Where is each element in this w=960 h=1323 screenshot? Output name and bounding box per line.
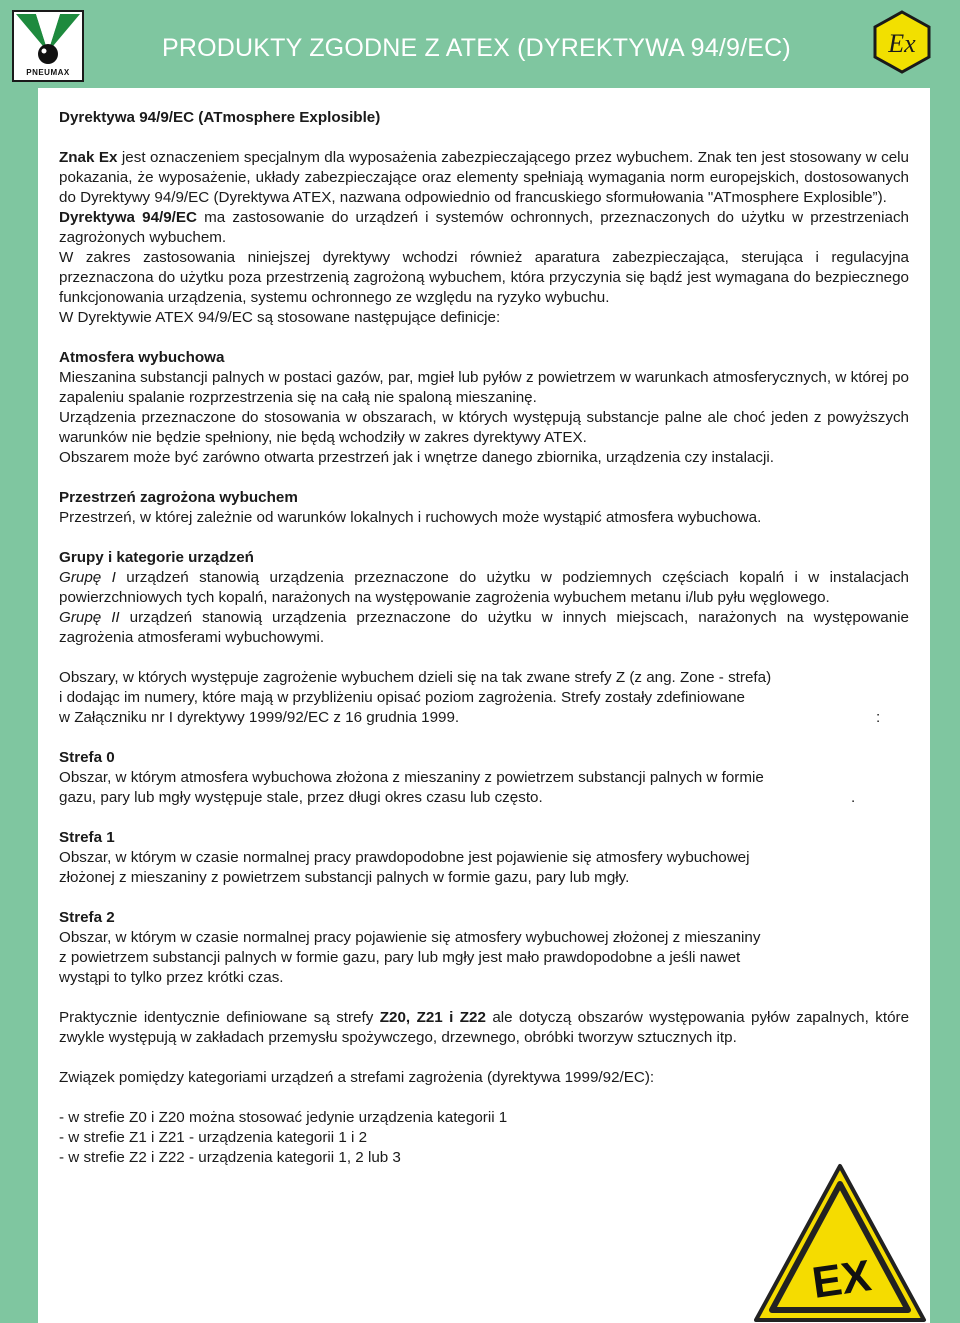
ex-sign-text: EX xyxy=(809,1251,875,1308)
dust-zones-bold: Z20, Z21 i Z22 xyxy=(379,1009,486,1026)
pneumax-logo xyxy=(12,10,84,82)
dust-zones-c: ale dotyczą obszarów występowania pyłów zapalnych, które zwykle występują w zakładach przemysłu spożywczego, drzewnego, obróbki tworzyw sztucznych itp. xyxy=(59,1009,910,1046)
paragraph-relation: Związek pomiędzy kategoriami urządzeń a strefami zagrożenia (dyrektywa 1999/92/EC): xyxy=(59,1069,655,1086)
heading-przestrzen: Przestrzeń zagrożona wybuchem xyxy=(59,489,298,506)
heading-grupy: Grupy i kategorie urządzeń xyxy=(59,549,254,566)
paragraph-group-2 xyxy=(59,608,909,648)
zone-0-dot: . xyxy=(851,789,856,806)
heading-strefa-1: Strefa 1 xyxy=(59,829,115,846)
ex-mark-text: jest oznaczeniem specjalnym dla wyposażenia zabezpieczającego przez wybuchem. Znak ten jest stosowany w celu pokazania, że wyposażenie, układy zabezpieczające oraz elementy spełniają wymagania norm europejskich, dostosowanych do Dyrektywy 94/9/EC (Dyrektywa ATEX, nazwana odpowiednio od francuskiego sformułowania "ATmosphere Explosible”). xyxy=(59,149,909,206)
zone-1-line-2: złożonej z mieszaniny z powietrzem substancji palnych w formie gazu, pary lub mgły. xyxy=(59,869,630,886)
ex-warning-sign-icon xyxy=(752,1162,928,1323)
ex-mark-bold: Znak Ex xyxy=(59,149,118,166)
zones-line-2: i dodając im numery, które mają w przybliżeniu opisać poziom zagrożenia. Strefy zostały zdefiniowane xyxy=(59,689,746,706)
paragraph-atmosfera-area: Obszarem może być zarówno otwarta przestrzeń jak i wnętrze danego zbiornika, urządzenia czy instalacji. xyxy=(59,449,774,466)
group-1-label: Grupę I xyxy=(59,569,116,586)
paragraph-definitions-intro: W Dyrektywie ATEX 94/9/EC są stosowane następujące definicje: xyxy=(59,309,501,326)
paragraph-przestrzen: Przestrzeń, w której zależnie od warunków lokalnych i ruchowych może wystąpić atmosfera wybuchowa. xyxy=(59,509,762,526)
zone-0-line-2-row xyxy=(59,788,909,808)
paragraph-ex-mark xyxy=(59,148,909,208)
zone-0-line-2: gazu, pary lub mgły występuje stale, przez długi okres czasu lub często. xyxy=(59,789,543,806)
group-2-label: Grupę II xyxy=(59,609,120,626)
dust-zones-a: Praktycznie identycznie definiowane są strefy xyxy=(59,1009,380,1026)
zone-2-line-2: z powietrzem substancji palnych w formie gazu, pary lub mgły jest mało prawdopodobne a jeśli nawet xyxy=(59,949,741,966)
directive-bold: Dyrektywa 94/9/EC xyxy=(59,209,197,226)
header-band xyxy=(0,0,960,88)
document-body xyxy=(59,108,909,1168)
heading-strefa-0: Strefa 0 xyxy=(59,749,115,766)
paragraph-atmosfera-def: Mieszanina substancji palnych w postaci gazów, par, mgieł lub pyłów z powietrzem w warunkach atmosferycznych, w której po zapaleniu spalanie rozprzestrzenia się na całą nie spaloną mieszaninę. xyxy=(59,369,909,406)
heading-atmosfera: Atmosfera wybuchowa xyxy=(59,349,225,366)
heading-strefa-2: Strefa 2 xyxy=(59,909,115,926)
category-list xyxy=(59,1108,909,1168)
list-item: - w strefie Z0 i Z20 można stosować jedynie urządzenia kategorii 1 xyxy=(59,1109,508,1126)
paragraph-group-1 xyxy=(59,568,909,608)
heading-directive: Dyrektywa 94/9/EC (ATmosphere Explosible) xyxy=(59,109,381,126)
paragraph-directive-scope xyxy=(59,208,909,248)
paragraph-zones-intro xyxy=(59,668,909,728)
paragraph-scope: W zakres zastosowania niniejszej dyrektywy wchodzi również aparatura zabezpieczająca, sterująca i regulacyjna przeznaczona do użytku poza przestrzenią zagrożoną wybuchem, która przyczynia się bądź jest wymagana do bezpiecznego funkcjonowania urządzenia, systemu ochronnego ze względu na ryzyko wybuchu. xyxy=(59,249,909,306)
zones-colon: : xyxy=(876,709,881,726)
group-1-text: urządzeń stanowią urządzenia przeznaczone do użytku w podziemnych częściach kopalń i w instalacjach powierzchniowych tych kopalń, narażonych na występowanie zagrożenia wybuchem metanu i/lub pyłu węglowego. xyxy=(59,569,909,606)
ex-hexagon-icon xyxy=(872,10,932,74)
paragraph-dust-zones xyxy=(59,1008,909,1048)
group-2-text: urządzeń stanowią urządzenia przeznaczone do użytku w innych miejscach, narażonych na występowanie zagrożenia atmosferami wybuchowymi. xyxy=(59,609,909,646)
list-item: - w strefie Z2 i Z22 - urządzenia kategorii 1, 2 lub 3 xyxy=(59,1149,401,1166)
zone-2-line-3: wystąpi to tylko przez krótki czas. xyxy=(59,969,284,986)
paragraph-atmosfera-devices: Urządzenia przeznaczone do stosowania w obszarach, w których występują substancje palne ale choć jeden z powyższych warunków nie będzie spełniony, nie będą wchodziły w zakres dyrektywy ATEX. xyxy=(59,409,909,446)
zone-0-line-1: Obszar, w którym atmosfera wybuchowa złożona z mieszaniny z powietrzem substancji palnych w formie xyxy=(59,769,764,786)
zone-2-line-1: Obszar, w którym w czasie normalnej pracy pojawienie się atmosfery wybuchowej złożonej z mieszaniny xyxy=(59,929,761,946)
zones-line-3: w Załączniku nr I dyrektywy 1999/92/EC z 16 grudnia 1999. xyxy=(59,709,460,726)
list-item: - w strefie Z1 i Z21 - urządzenia kategorii 1 i 2 xyxy=(59,1129,368,1146)
ex-badge-text: Ex xyxy=(888,29,916,58)
zone-1-line-1: Obszar, w którym w czasie normalnej pracy prawdopodobne jest pojawienie się atmosfery wybuchowej xyxy=(59,849,750,866)
page-title: PRODUKTY ZGODNE Z ATEX (DYREKTYWA 94/9/EC) xyxy=(162,34,791,62)
content-panel xyxy=(38,88,930,1323)
directive-text: ma zastosowanie do urządzeń i systemów ochronnych, przeznaczonych do użytku w przestrzeniach zagrożonych wybuchem. xyxy=(59,209,909,246)
logo-text: PNEUMAX xyxy=(26,68,70,77)
zones-line-3-row xyxy=(59,708,909,728)
zones-line-1: Obszary, w których występuje zagrożenie wybuchem dzieli się na tak zwane strefy Z (z ang. Zone - strefa) xyxy=(59,669,772,686)
